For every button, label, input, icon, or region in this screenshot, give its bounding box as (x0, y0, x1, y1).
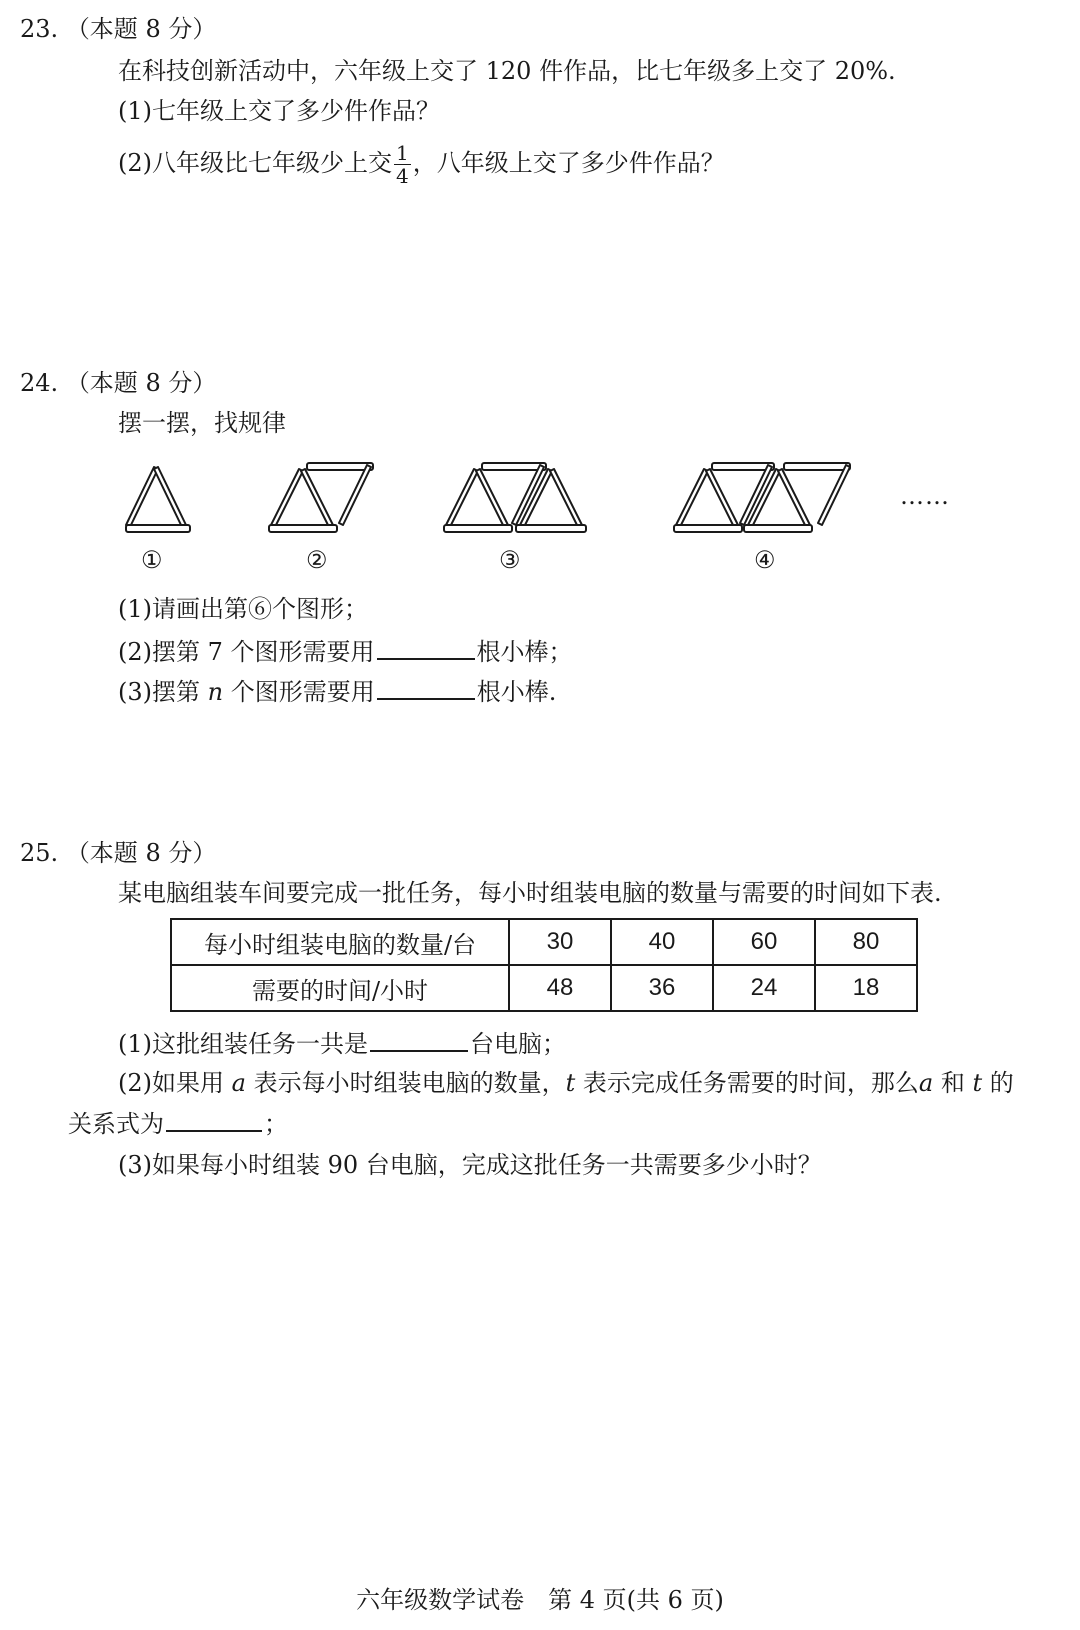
figure-label-4: ④ (754, 546, 776, 574)
table-cell: 30 (509, 919, 611, 965)
q25-part2-line2 (68, 1108, 288, 1139)
figure-2-triangles (269, 463, 373, 532)
figure-label-2: ② (306, 546, 328, 574)
table-cell: 24 (713, 965, 815, 1011)
q24-part3 (118, 676, 556, 707)
q25-part2 (118, 1068, 1014, 1098)
variable-t: t (972, 1069, 983, 1097)
q23-stem: 在科技创新活动中，六年级上交了 120 件作品，比七年级多上交了 20%. (118, 57, 896, 85)
matchstick-figures (110, 455, 880, 545)
fraction-denominator: 4 (396, 164, 409, 188)
q23-header (20, 14, 216, 44)
q25-table (170, 918, 918, 1012)
table-cell: 40 (611, 919, 713, 965)
q25-part1 (118, 1028, 566, 1059)
variable-a: a (231, 1069, 246, 1097)
q24-part2-before: (2)摆第 7 个图形需要用 (118, 638, 375, 666)
table-cell: 48 (509, 965, 611, 1011)
table-cell: 36 (611, 965, 713, 1011)
q25-part2-text-e: 的 (989, 1069, 1014, 1097)
q24-part2 (118, 636, 573, 667)
q24-part3-before: (3)摆第 (118, 678, 200, 706)
table-row-header: 每小时组装电脑的数量/台 (171, 919, 509, 965)
q25-part1-before: (1)这批组装任务一共是 (118, 1030, 368, 1058)
q24-part2-after: 根小棒； (476, 638, 573, 666)
table-cell: 60 (713, 919, 815, 965)
table-row (171, 919, 917, 965)
q24-header (20, 368, 216, 398)
answer-blank-q24-2[interactable] (377, 636, 475, 660)
q25-stem: 某电脑组装车间要完成一批任务，每小时组装电脑的数量与需要的时间如下表. (118, 879, 942, 907)
table-row-header: 需要的时间/小时 (171, 965, 509, 1011)
variable-t: t (565, 1069, 576, 1097)
answer-blank-q25-2[interactable] (166, 1108, 262, 1132)
q23-part1: (1)七年级上交了多少件作品？ (118, 97, 440, 125)
answer-blank-q25-1[interactable] (370, 1028, 468, 1052)
table-row (171, 965, 917, 1011)
figure-ellipsis: …… (900, 482, 950, 510)
table-cell: 18 (815, 965, 917, 1011)
figure-4-triangles (674, 463, 850, 532)
q25-part2-relation-label: 关系式为 (68, 1110, 164, 1138)
figure-1-triangle (126, 467, 190, 532)
q24-part3-mid: 个图形需要用 (230, 678, 375, 706)
q24-number: 24. (20, 369, 59, 397)
q25-number: 25. (20, 839, 59, 867)
q24-part1: (1)请画出第⑥个图形； (118, 595, 368, 623)
figure-label-3: ③ (499, 546, 521, 574)
variable-n: n (207, 678, 224, 706)
figure-label-1: ① (141, 546, 163, 574)
q23-fraction (394, 142, 411, 187)
q24-score: （本题 8 分） (65, 369, 217, 397)
fraction-numerator: 1 (396, 141, 409, 165)
q24-stem: 摆一摆，找规律 (118, 409, 286, 437)
answer-blank-q24-3[interactable] (377, 676, 475, 700)
q23-part2-before: (2)八年级比七年级少上交 (118, 149, 392, 177)
q25-part1-after: 台电脑； (470, 1030, 566, 1058)
q25-part3: (3)如果每小时组装 90 台电脑，完成这批任务一共需要多少小时？ (118, 1151, 822, 1179)
q24-part3-after: 根小棒. (476, 678, 557, 706)
q23-score: （本题 8 分） (65, 15, 217, 43)
q23-part2 (118, 142, 725, 187)
q25-part2-text-c: 表示完成任务需要的时间，那么 (582, 1069, 919, 1097)
page-footer: 六年级数学试卷 第 4 页(共 6 页) (356, 1586, 724, 1614)
q25-header (20, 838, 216, 868)
q25-part2-text-b: 表示每小时组装电脑的数量， (253, 1069, 566, 1097)
q25-score: （本题 8 分） (65, 839, 217, 867)
q25-part2-end: ； (264, 1110, 288, 1138)
variable-a: a (918, 1069, 934, 1097)
q23-number: 23. (20, 15, 59, 43)
figure-3-triangles (444, 463, 586, 532)
q23-part2-after: ，八年级上交了多少件作品？ (412, 149, 725, 177)
q25-part2-text-a: (2)如果用 (118, 1069, 224, 1097)
table-cell: 80 (815, 919, 917, 965)
q25-part2-text-d: 和 (940, 1069, 965, 1097)
